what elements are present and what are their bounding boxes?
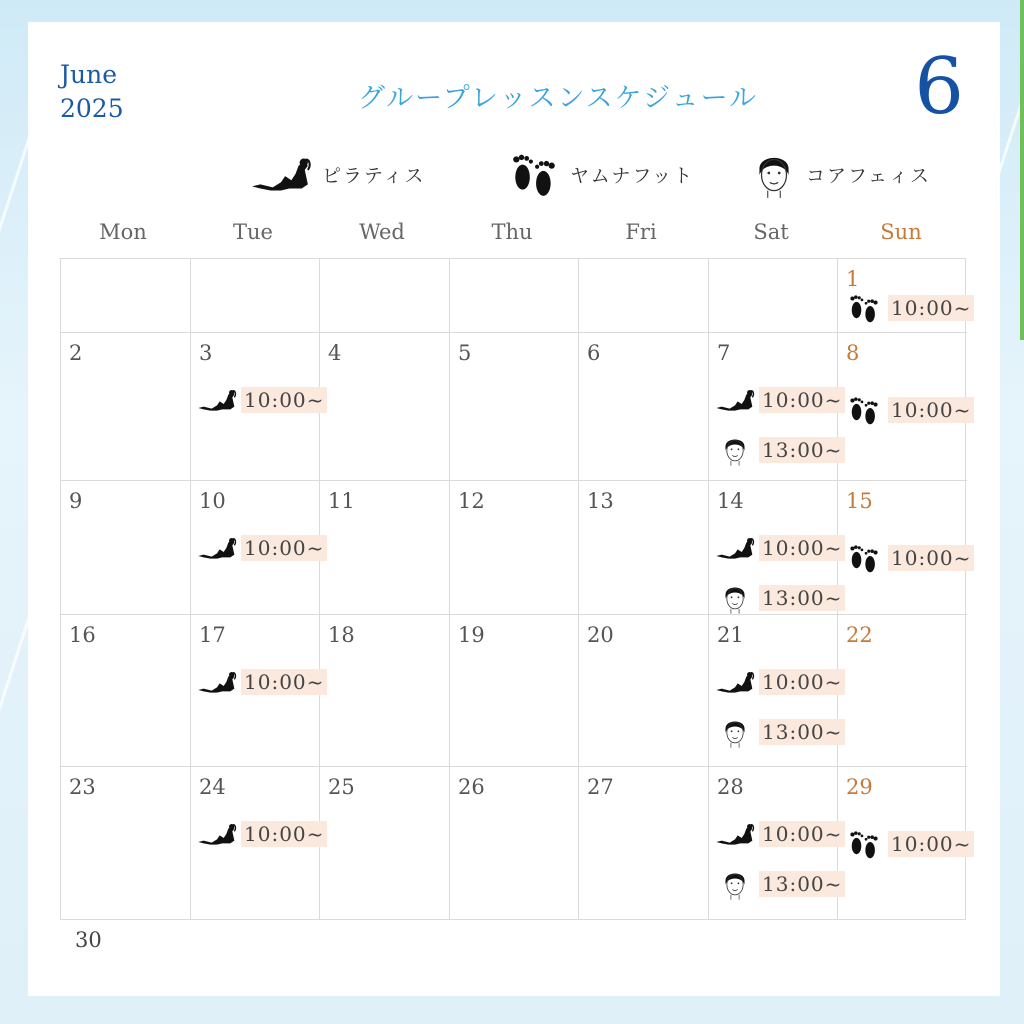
day-cell[interactable] [450, 259, 579, 333]
legend-feet [508, 148, 694, 200]
day-number: 8 [846, 341, 860, 365]
lesson-event[interactable] [844, 393, 974, 427]
weekday-sun: Sun [880, 220, 922, 244]
day-number: 24 [199, 775, 226, 799]
day-cell[interactable] [320, 767, 450, 919]
feet-icon [844, 291, 884, 325]
day-cell[interactable] [838, 615, 967, 767]
day-cell[interactable] [191, 333, 325, 481]
lesson-time: 10:00~ [241, 669, 327, 695]
day-number: 27 [587, 775, 614, 799]
month-label: June [60, 60, 118, 89]
lesson-event[interactable] [844, 541, 974, 575]
legend-label: ピラティス [322, 164, 426, 187]
day-cell[interactable] [838, 259, 972, 333]
weekday-sat: Sat [753, 220, 789, 244]
day-cell[interactable] [709, 615, 843, 767]
lesson-time: 10:00~ [241, 821, 327, 847]
lesson-time: 13:00~ [759, 871, 845, 897]
day-number: 17 [199, 623, 226, 647]
day-cell[interactable] [191, 481, 325, 615]
lesson-event[interactable] [197, 531, 327, 565]
pilates-icon [715, 383, 755, 417]
pilates-icon [197, 531, 237, 565]
lesson-time: 13:00~ [759, 719, 845, 745]
day-number: 6 [587, 341, 601, 365]
lesson-time: 10:00~ [759, 535, 845, 561]
legend-label: コアフェィス [806, 164, 932, 187]
day-cell[interactable] [450, 615, 579, 767]
day-cell[interactable] [191, 615, 325, 767]
weekday-tue: Tue [233, 220, 273, 244]
lesson-event[interactable] [844, 291, 974, 325]
lesson-time: 10:00~ [888, 831, 974, 857]
day-cell[interactable] [61, 333, 191, 481]
lesson-time: 10:00~ [759, 821, 845, 847]
day-number: 7 [717, 341, 731, 365]
lesson-event[interactable] [715, 665, 845, 699]
day-number: 3 [199, 341, 213, 365]
pilates-icon [197, 383, 237, 417]
day-cell[interactable] [61, 481, 191, 615]
day-number: 29 [846, 775, 873, 799]
lesson-time: 13:00~ [759, 437, 845, 463]
day-cell[interactable] [320, 481, 450, 615]
day-number: 25 [328, 775, 355, 799]
day-number: 15 [846, 489, 873, 513]
day-cell[interactable] [579, 333, 709, 481]
day-cell[interactable] [450, 333, 579, 481]
pilates-icon [715, 817, 755, 851]
day-number: 21 [717, 623, 744, 647]
year-label: 2025 [60, 93, 124, 123]
pilates-icon [715, 531, 755, 565]
background-accent [1020, 0, 1024, 340]
day-number: 30 [75, 928, 102, 952]
lesson-event[interactable] [844, 827, 974, 861]
lesson-time: 10:00~ [888, 295, 974, 321]
day-cell[interactable] [579, 481, 709, 615]
day-cell[interactable] [579, 259, 709, 333]
pilates-icon [197, 817, 237, 851]
lesson-event[interactable] [715, 531, 845, 565]
day-number: 22 [846, 623, 873, 647]
face-icon [715, 867, 755, 901]
day-cell[interactable] [709, 333, 843, 481]
lesson-event[interactable] [197, 665, 327, 699]
day-cell[interactable] [450, 481, 579, 615]
month-number: 6 [914, 42, 964, 132]
day-cell[interactable] [61, 615, 191, 767]
face-icon [715, 581, 755, 615]
lesson-event[interactable] [715, 383, 845, 417]
weekday-wed: Wed [359, 220, 405, 244]
lesson-event[interactable] [715, 817, 845, 851]
day-cell[interactable] [320, 333, 450, 481]
lesson-time: 10:00~ [241, 387, 327, 413]
lesson-event[interactable] [197, 383, 327, 417]
day-number: 9 [69, 489, 83, 513]
day-cell[interactable] [61, 259, 191, 333]
pilates-icon [250, 152, 312, 196]
day-cell[interactable] [709, 481, 843, 615]
lesson-time: 10:00~ [888, 397, 974, 423]
day-number: 2 [69, 341, 83, 365]
day-cell[interactable] [579, 615, 709, 767]
day-number: 5 [458, 341, 472, 365]
legend-face [752, 148, 931, 200]
day-number: 20 [587, 623, 614, 647]
lesson-event[interactable] [715, 867, 845, 901]
day-number: 28 [717, 775, 744, 799]
day-number: 11 [328, 489, 355, 513]
legend-label: ヤムナフット [570, 164, 695, 187]
lesson-time: 10:00~ [888, 545, 974, 571]
lesson-time: 10:00~ [759, 387, 845, 413]
day-number: 19 [458, 623, 485, 647]
face-icon [715, 433, 755, 467]
day-number: 26 [458, 775, 485, 799]
lesson-event[interactable] [715, 433, 845, 467]
lesson-time: 10:00~ [241, 535, 327, 561]
feet-icon [508, 148, 560, 200]
month-year [60, 58, 124, 126]
day-cell[interactable] [709, 767, 843, 919]
day-number: 18 [328, 623, 355, 647]
pilates-icon [197, 665, 237, 699]
day-cell[interactable] [191, 767, 325, 919]
lesson-event[interactable] [197, 817, 327, 851]
page-title: グループレッスンスケジュール [357, 83, 759, 114]
weekday-mon: Mon [99, 220, 147, 244]
feet-icon [844, 541, 884, 575]
calendar-grid [60, 258, 972, 920]
day-number: 23 [69, 775, 96, 799]
calendar-card [28, 22, 1000, 996]
day-number: 16 [69, 623, 96, 647]
day-cell[interactable] [320, 615, 450, 767]
lesson-event[interactable] [715, 715, 845, 749]
feet-icon [844, 827, 884, 861]
day-cell[interactable] [838, 333, 972, 481]
feet-icon [844, 393, 884, 427]
day-cell[interactable] [61, 767, 191, 919]
day-cell[interactable] [320, 259, 450, 333]
day-cell[interactable] [191, 259, 320, 333]
day-cell[interactable] [838, 481, 972, 615]
lesson-event[interactable] [715, 581, 845, 615]
day-number: 4 [328, 341, 342, 365]
day-number: 10 [199, 489, 226, 513]
face-icon [715, 715, 755, 749]
legend-pilates [250, 152, 425, 196]
lesson-time: 10:00~ [759, 669, 845, 695]
day-number: 12 [458, 489, 485, 513]
weekday-thu: Thu [491, 220, 533, 244]
day-number: 13 [587, 489, 614, 513]
day-number: 1 [846, 267, 860, 291]
day-number: 14 [717, 489, 744, 513]
day-cell[interactable] [709, 259, 838, 333]
day-cell[interactable] [838, 767, 972, 919]
lesson-time: 13:00~ [759, 585, 845, 611]
day-cell[interactable] [450, 767, 579, 919]
day-cell[interactable] [579, 767, 709, 919]
pilates-icon [715, 665, 755, 699]
face-icon [752, 148, 796, 200]
weekday-fri: Fri [625, 220, 657, 244]
